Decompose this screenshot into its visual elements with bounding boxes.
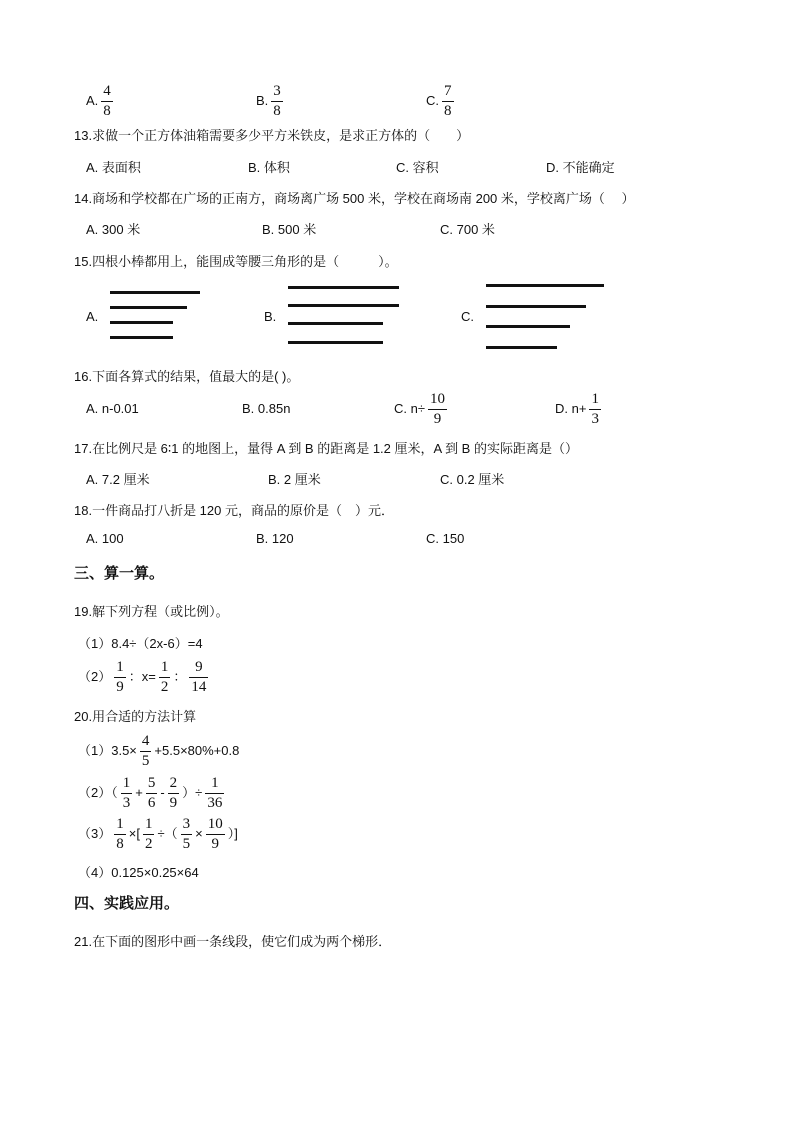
stick-b1: [288, 286, 399, 289]
fraction: $\frac{10}{9}$: [207, 816, 223, 852]
fraction: $\frac{1}{8}$: [116, 816, 124, 852]
q18-option-c: C. 150: [426, 531, 465, 546]
q16-option-c: C. n÷ $\frac{10}{9}$: [394, 391, 445, 427]
q18-stem: 18.一件商品打八折是 120 元，商品的原价是（ ）元．: [74, 503, 394, 518]
stick-b2: [288, 304, 399, 307]
q18-option-a: A. 100: [86, 531, 124, 546]
stick-c4: [486, 346, 557, 349]
q16-stem: 16.下面各算式的结果，值最大的是( )。: [74, 369, 300, 384]
q18-option-b: B. 120: [256, 531, 294, 546]
fraction: $\frac{3}{5}$: [182, 816, 191, 852]
fraction: $\frac{1}{3}$: [591, 391, 599, 427]
q13-option-a: A. 表面积: [86, 160, 141, 175]
stick-b4: [288, 341, 383, 344]
fraction: $\frac{10}{9}$: [429, 391, 445, 427]
fraction: $\frac{4}{5}$: [141, 733, 150, 769]
stick-b3: [288, 322, 383, 325]
q12-option-c: C. $\frac{7}{8}$: [426, 83, 452, 119]
q20-part-2: （2）（ $\frac{1}{3}$ + $\frac{5}{6}$ - $\frac{2}{9}$ ）÷ $\frac{1}{36}$: [78, 775, 223, 811]
q14-option-a: A. 300 米: [86, 222, 141, 237]
q17-stem: 17.在比例尺是 6∶1 的地图上，量得 A 到 B 的距离是 1.2 厘米，A 到 B 的实际距离是（）: [74, 441, 578, 456]
fraction: $\frac{1}{36}$: [207, 775, 223, 811]
q20-part-4: （4）0.125×0.25×64: [78, 865, 199, 880]
q20-stem: 20.用合适的方法计算: [74, 709, 197, 724]
fraction: $\frac{4}{8}$: [103, 83, 111, 119]
q19-part-2: （2） $\frac{1}{9}$ ：x= $\frac{1}{2}$ ： $\frac{9}{14}$: [78, 659, 207, 695]
q20-part-3: （3） $\frac{1}{8}$ ×[ $\frac{1}{2}$ ÷（ $\frac{3}{5}$ × $\frac{10}{9}$ ）]: [78, 816, 238, 852]
q12-option-b: B. $\frac{3}{8}$: [256, 83, 281, 119]
q15-option-b-label: B.: [264, 309, 277, 324]
fraction: $\frac{5}{6}$: [147, 775, 156, 811]
q17-option-a: A. 7.2 厘米: [86, 472, 150, 487]
q14-option-c: C. 700 米: [440, 222, 495, 237]
q14-option-b: B. 500 米: [262, 222, 317, 237]
q15-stem: 15.四根小棒都用上，能围成等腰三角形的是（ ）。: [74, 254, 398, 269]
q15-option-c-label: C.: [461, 309, 474, 324]
fraction: $\frac{1}{3}$: [122, 775, 131, 811]
q21-stem: 21.在下面的图形中画一条线段，使它们成为两个梯形．: [74, 934, 392, 949]
fraction: $\frac{1}{9}$: [116, 659, 124, 695]
q12-option-a: A. $\frac{4}{8}$: [86, 83, 111, 119]
fraction: $\frac{3}{8}$: [273, 83, 281, 119]
stick-a2: [110, 306, 187, 309]
q19-part-1: （1）8.4÷（2x-6）=4: [78, 636, 203, 651]
stick-a4: [110, 336, 173, 339]
q16-option-a: A. n-0.01: [86, 401, 139, 416]
q19-stem: 19.解下列方程（或比例）。: [74, 604, 229, 619]
q13-stem: 13.求做一个正方体油箱需要多少平方米铁皮，是求正方体的（ ）: [74, 128, 470, 143]
section-heading-3: 三、算一算。: [74, 565, 165, 582]
q15-option-a-label: A.: [86, 309, 99, 324]
fraction: $\frac{2}{9}$: [169, 775, 178, 811]
q13-option-c: C. 容积: [396, 160, 439, 175]
stick-c3: [486, 325, 570, 328]
q13-option-d: D. 不能确定: [546, 160, 615, 175]
q16-option-d: D. n+ $\frac{1}{3}$: [555, 391, 599, 427]
stick-c2: [486, 305, 586, 308]
fraction: $\frac{1}{2}$: [144, 816, 153, 852]
stick-a3: [110, 321, 173, 324]
q20-part-1: （1）3.5× $\frac{4}{5}$ +5.5×80%+0.8: [78, 733, 240, 769]
fraction: $\frac{7}{8}$: [444, 83, 452, 119]
q17-option-c: C. 0.2 厘米: [440, 472, 505, 487]
section-heading-4: 四、实践应用。: [74, 895, 180, 912]
q14-stem: 14.商场和学校都在广场的正南方，商场离广场 500 米，学校在商场南 200 米，学校离广场（ ）: [74, 191, 635, 206]
q13-option-b: B. 体积: [248, 160, 290, 175]
fraction: $\frac{1}{2}$: [160, 659, 169, 695]
q16-option-b: B. 0.85n: [242, 401, 291, 416]
q17-option-b: B. 2 厘米: [268, 472, 321, 487]
stick-c1: [486, 284, 604, 287]
fraction: $\frac{9}{14}$: [191, 659, 207, 695]
stick-a1: [110, 291, 200, 294]
